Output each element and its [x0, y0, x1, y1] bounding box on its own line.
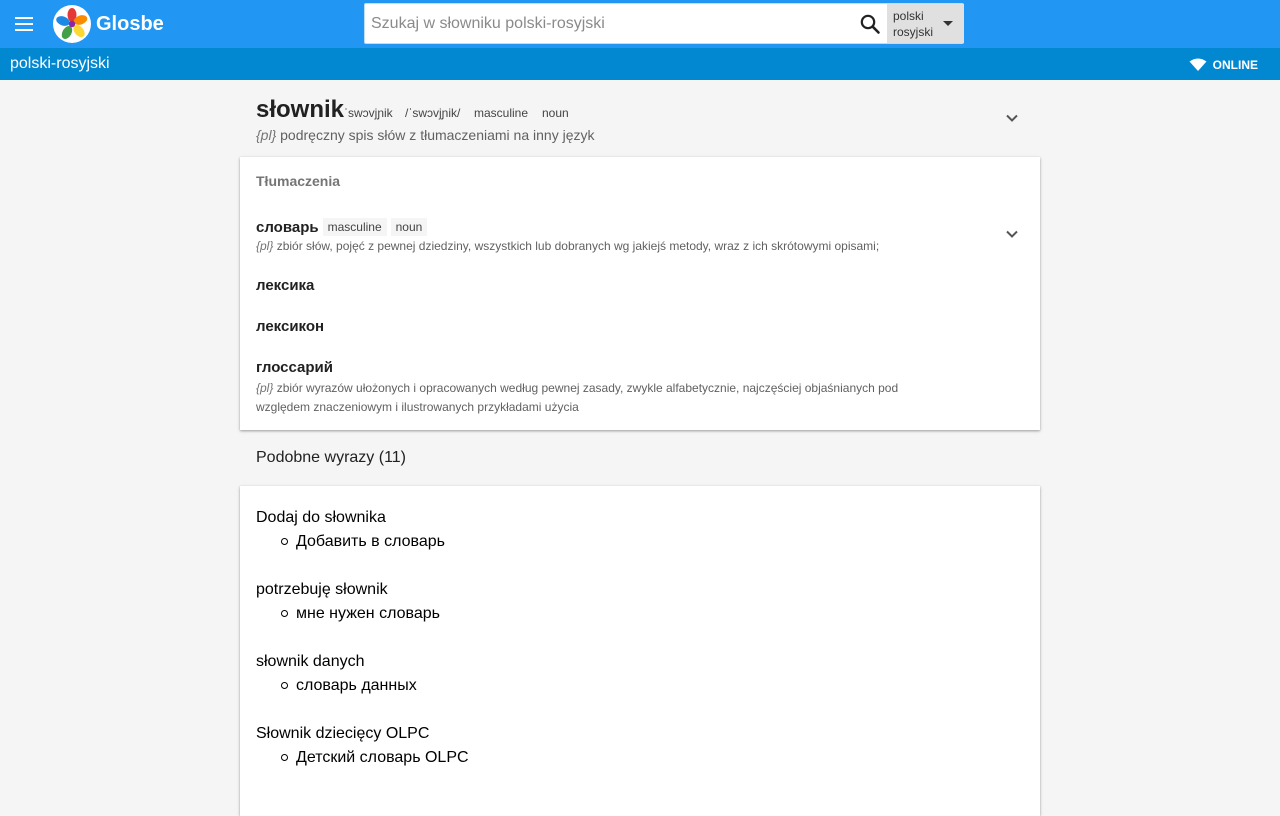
- language-pair-select[interactable]: [887, 4, 964, 43]
- translation-definition: {pl} zbiór słów, pojęć z pewnej dziedziny, wszystkich lub dobranych wg jakiejś metody, wraz z ich skrótowymi opisami;: [256, 239, 880, 253]
- dropdown-caret-icon: [943, 21, 953, 26]
- similar-phrases-card: [240, 486, 1040, 816]
- top-app-bar: [0, 0, 1280, 48]
- list-bullet: [281, 610, 288, 617]
- search-input[interactable]: [371, 10, 849, 38]
- chevron-down-icon[interactable]: [1002, 224, 1022, 244]
- online-status: [1189, 57, 1258, 73]
- list-bullet: [281, 754, 288, 761]
- phrase-translation[interactable]: Детский словарь OLPC: [296, 749, 469, 766]
- translations-card: [240, 157, 1040, 430]
- phrase-translation[interactable]: словарь данных: [296, 677, 417, 694]
- phrase-translation[interactable]: Добавить в словарь: [296, 533, 445, 550]
- gender-tag: masculine: [323, 218, 387, 236]
- translation-word[interactable]: словарь: [256, 218, 319, 236]
- headword-definition: [256, 127, 595, 143]
- phrase-source[interactable]: słownik danych: [256, 653, 365, 670]
- menu-icon[interactable]: [12, 12, 36, 36]
- translation-definition: {pl} zbiór wyrazów ułożonych i opracowanych według pewnej zasady, zwykle alfabetycznie, najczęściej objaśnianych pod względem znaczeniowym i ilustrowanych przykładami użycia: [256, 381, 899, 414]
- definition-language: {pl}: [256, 127, 277, 143]
- translation-word[interactable]: глоссарий: [256, 359, 333, 376]
- wifi-icon: [1189, 58, 1207, 72]
- glosbe-logo[interactable]: [52, 4, 92, 44]
- phrase-source[interactable]: Słownik dziecięcy OLPC: [256, 725, 430, 742]
- gender-tag: masculine: [474, 106, 529, 120]
- chevron-down-icon[interactable]: [1002, 108, 1022, 128]
- translations-label: Tłumaczenia: [256, 173, 341, 189]
- search-icon[interactable]: [858, 12, 882, 36]
- phrase-translation[interactable]: мне нужен словарь: [296, 605, 440, 622]
- search-box: [364, 3, 964, 44]
- translation-word[interactable]: лексика: [256, 277, 315, 294]
- translation-word[interactable]: лексикон: [256, 318, 325, 335]
- translation-item: [256, 218, 427, 236]
- language-pair-bar: [0, 48, 1280, 80]
- dictionary-title[interactable]: polski-rosyjski: [10, 55, 110, 72]
- similar-phrases-title: Podobne wyrazy (11): [256, 449, 406, 466]
- list-bullet: [281, 538, 288, 545]
- headword: słownik: [256, 96, 345, 123]
- definition-text: podręczny spis słów z tłumaczeniami na inny język: [280, 127, 595, 143]
- source-language: polski: [893, 9, 924, 23]
- phrase-source[interactable]: potrzebuję słownik: [256, 581, 388, 598]
- online-label: ONLINE: [1212, 58, 1258, 72]
- ipa-transcription: /ˈswɔvjɲik/: [405, 106, 461, 120]
- pos-tag: noun: [542, 106, 569, 120]
- brand-name[interactable]: Glosbe: [96, 13, 164, 35]
- pos-tag: noun: [391, 218, 428, 236]
- list-bullet: [281, 682, 288, 689]
- phrase-source[interactable]: Dodaj do słownika: [256, 509, 386, 526]
- phonetic: ˈswɔvjɲik: [344, 106, 393, 120]
- target-language: rosyjski: [893, 25, 934, 39]
